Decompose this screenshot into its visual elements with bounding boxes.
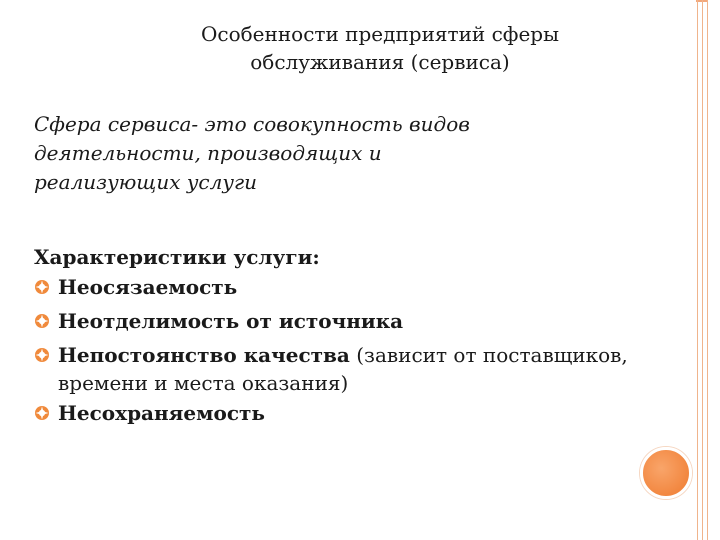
list-item [34, 399, 684, 427]
list-item [34, 341, 684, 397]
list-item-note: (зависит от поставщиков, времени и места оказания) [58, 343, 628, 395]
definition-text [34, 110, 674, 197]
sun-bullet-icon [34, 313, 50, 329]
definition-line: реализующих услуги [34, 170, 257, 194]
definition-line: Сфера сервиса- это совокупность видов [34, 112, 470, 136]
sun-bullet-icon [34, 405, 50, 421]
characteristics-heading: Характеристики услуги: [34, 245, 320, 269]
list-item-label: Неотделимость от источника [58, 309, 404, 333]
decorative-rule [697, 0, 698, 540]
slide-title [120, 20, 640, 76]
list-item-label: Несохраняемость [58, 401, 266, 425]
characteristics-list [34, 273, 684, 433]
slide-title-line: Особенности предприятий сферы [200, 22, 560, 46]
decorative-rule [707, 0, 708, 540]
slide-title-line: обслуживания (сервиса) [250, 50, 510, 74]
decorative-rule [702, 0, 703, 540]
list-item [34, 273, 684, 301]
list-item-label: Непостоянство качества [58, 343, 350, 367]
sun-bullet-icon [34, 347, 50, 363]
decorative-orange-circle [640, 447, 692, 499]
list-item-label: Неосязаемость [58, 275, 238, 299]
definition-line: деятельности, производящих и [34, 141, 382, 165]
list-item [34, 307, 684, 335]
sun-bullet-icon [34, 279, 50, 295]
